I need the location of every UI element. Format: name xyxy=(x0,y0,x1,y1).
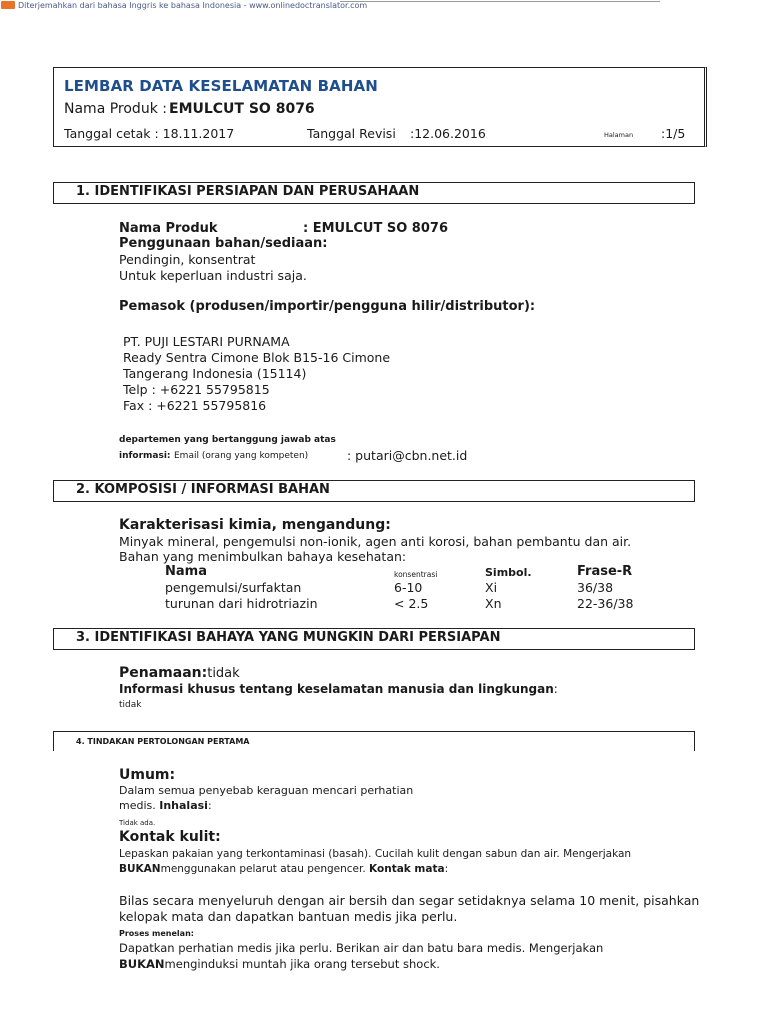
table-cell: 36/38 xyxy=(577,580,614,595)
section-4-heading: 4. TINDAKAN PERTOLONGAN PERTAMA xyxy=(53,731,695,751)
s1-dept-label: informasi: xyxy=(119,451,171,461)
table-cell: Xi xyxy=(485,580,498,595)
s3-info-value: tidak xyxy=(119,700,142,710)
banner-divider xyxy=(340,1,660,2)
s4-inhal-label: Inhalasi xyxy=(159,799,208,812)
s4-swallow-line2: menginduksi muntah jika orang tersebut shock. xyxy=(164,957,440,971)
s1-company: PT. PUJI LESTARI PURNAMA xyxy=(123,334,290,349)
s2-col-name: Nama xyxy=(165,564,207,579)
s2-hazard-line: Bahan yang menimbulkan bahaya kesehatan: xyxy=(119,549,407,564)
s2-char-line: Minyak mineral, pengemulsi non-ionik, agen anti korosi, bahan pembantu dan air. xyxy=(119,534,632,549)
document-title: LEMBAR DATA KESELAMATAN BAHAN xyxy=(64,77,378,95)
s2-col-rphrase: Frase-R xyxy=(577,564,633,579)
s2-col-symbol: Simbol. xyxy=(485,566,532,579)
s1-email[interactable]: : putari@cbn.net.id xyxy=(347,448,468,463)
s1-usage-line2: Untuk keperluan industri saja. xyxy=(119,268,307,283)
s4-eye-label: Kontak mata xyxy=(369,863,445,875)
s1-fax: Fax : +6221 55795816 xyxy=(123,398,267,413)
table-cell: pengemulsi/surfaktan xyxy=(165,580,302,595)
s3-label-line xyxy=(119,665,240,681)
s1-product-label: Nama Produk xyxy=(119,221,218,236)
s4-skin-line2-row xyxy=(119,863,448,875)
s4-eye-line1: Bilas secara menyeluruh dengan air bersih dan segar setidaknya selama 10 menit, pisahkan xyxy=(119,893,700,908)
s2-col-concentration: konsentrasi xyxy=(394,570,438,579)
s4-inhal-value: Tidak ada. xyxy=(119,819,156,827)
s1-dept-line1: departemen yang bertanggung jawab atas xyxy=(119,435,336,445)
s1-dept-contact: Email (orang yang kompeten) xyxy=(174,451,309,461)
s4-general-line2: medis. xyxy=(119,799,156,812)
table-cell: turunan dari hidrotriazin xyxy=(165,596,318,611)
s1-address1: Ready Sentra Cimone Blok B15-16 Cimone xyxy=(123,350,391,365)
s1-product-value: : EMULCUT SO 8076 xyxy=(303,221,448,236)
translator-banner[interactable] xyxy=(0,0,367,10)
page-label: Halaman xyxy=(604,131,634,139)
page-number: :1/5 xyxy=(661,126,686,141)
s2-char-label: Karakterisasi kimia, mengandung: xyxy=(119,517,391,533)
s4-skin-bukan: BUKAN xyxy=(119,863,161,875)
header-product-value: EMULCUT SO 8076 xyxy=(169,101,315,117)
s4-eye-colon: : xyxy=(444,863,449,875)
translator-logo-icon xyxy=(1,1,15,9)
s1-usage-label: Penggunaan bahan/sediaan: xyxy=(119,236,328,251)
s4-swallow-bukan: BUKAN xyxy=(119,957,165,971)
s3-label-value: tidak xyxy=(207,666,240,681)
s4-eye-line2: kelopak mata dan dapatkan bantuan medis jika perlu. xyxy=(119,909,458,924)
s1-phone: Telp : +6221 55795815 xyxy=(123,382,270,397)
section-2-heading: 2. KOMPOSISI / INFORMASI BAHAN xyxy=(53,480,695,502)
s3-info-line xyxy=(119,682,558,696)
revision-date-label: Tanggal Revisi xyxy=(307,126,396,141)
s4-swallow-label: Proses menelan: xyxy=(119,929,194,938)
s4-general-line1: Dalam semua penyebab keraguan mencari perhatian xyxy=(119,784,414,797)
table-cell: 6-10 xyxy=(394,580,423,595)
s1-address2: Tangerang Indonesia (15114) xyxy=(123,366,307,381)
s1-usage-line1: Pendingin, konsentrat xyxy=(119,252,256,267)
s4-swallow-line2-row xyxy=(119,957,440,971)
section-1-heading: 1. IDENTIFIKASI PERSIAPAN DAN PERUSAHAAN xyxy=(53,182,695,204)
translator-banner-text[interactable]: Diterjemahkan dari bahasa Inggris ke bahasa Indonesia - www.onlinedoctranslator.com xyxy=(18,0,368,10)
s4-general-label: Umum: xyxy=(119,767,176,783)
s4-general-line2-row xyxy=(119,799,212,812)
s3-info-colon: : xyxy=(553,682,558,696)
s3-label-bold: Penamaan: xyxy=(119,665,208,681)
header-product-label: Nama Produk : xyxy=(64,101,167,117)
s4-swallow-line1: Dapatkan perhatian medis jika perlu. Berikan air dan batu bara medis. Mengerjakan xyxy=(119,941,604,955)
s4-skin-line2: menggunakan pelarut atau pengencer. xyxy=(160,863,366,875)
s4-inhal-colon: : xyxy=(207,799,212,812)
revision-date-value: :12.06.2016 xyxy=(410,126,486,141)
section-3-heading: 3. IDENTIFIKASI BAHAYA YANG MUNGKIN DARI PERSIAPAN xyxy=(53,628,695,650)
print-date: Tanggal cetak : 18.11.2017 xyxy=(64,126,235,141)
table-cell: Xn xyxy=(485,596,502,611)
s4-skin-line1: Lepaskan pakaian yang terkontaminasi (basah). Cucilah kulit dengan sabun dan air. Mengerjakan xyxy=(119,848,632,860)
table-cell: 22-36/38 xyxy=(577,596,634,611)
s3-info-label: Informasi khusus tentang keselamatan manusia dan lingkungan xyxy=(119,682,554,696)
s4-skin-label: Kontak kulit: xyxy=(119,829,221,845)
s1-supplier-label: Pemasok (produsen/importir/pengguna hilir/distributor): xyxy=(119,299,536,314)
table-cell: < 2.5 xyxy=(394,596,429,611)
